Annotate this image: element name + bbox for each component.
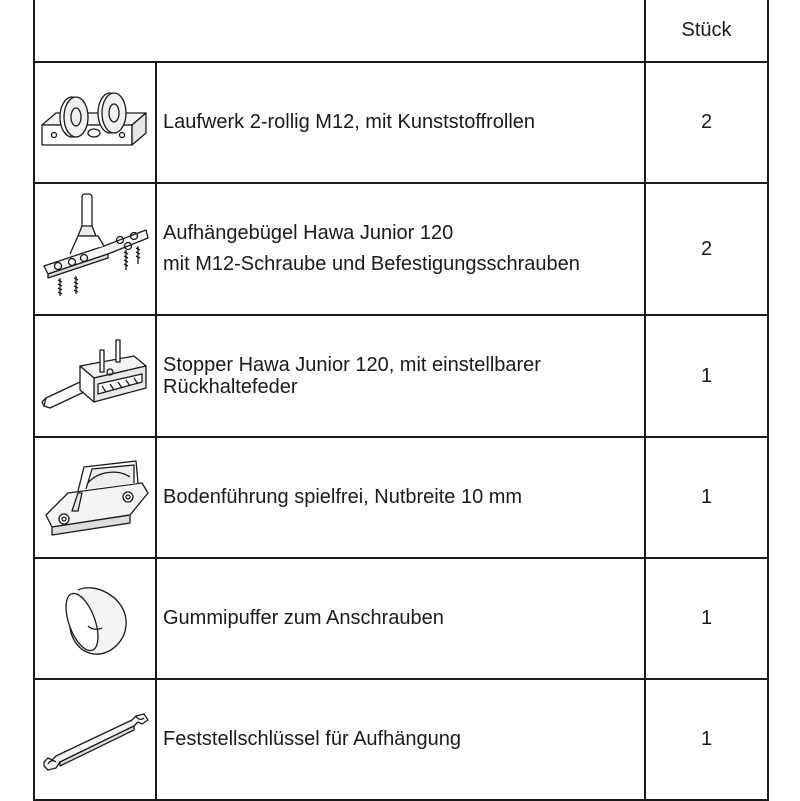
- qty-cell: 2: [645, 183, 768, 315]
- image-cell: [34, 62, 156, 183]
- qty-header: Stück: [645, 0, 768, 62]
- image-cell: [34, 679, 156, 800]
- qty-cell: 1: [645, 558, 768, 679]
- qty-cell: 1: [645, 437, 768, 558]
- table-row: [34, 558, 768, 679]
- rubber-buffer-icon: [38, 574, 152, 664]
- qty-cell: 1: [645, 315, 768, 437]
- table-row: [34, 62, 768, 183]
- description-line: Stopper Hawa Junior 120, mit einstellbarer: [163, 354, 541, 376]
- description-cell: [156, 679, 645, 800]
- suspension-bracket-icon: [38, 190, 152, 308]
- image-cell: [34, 315, 156, 437]
- header-row: [34, 0, 768, 62]
- description-line: Feststellschlüssel für Aufhängung: [163, 728, 461, 750]
- description-line: Rückhaltefeder: [163, 376, 298, 398]
- description-cell: [156, 315, 645, 437]
- image-cell: [34, 558, 156, 679]
- table-row: [34, 315, 768, 437]
- table-row: [34, 679, 768, 800]
- qty-cell: 2: [645, 62, 768, 183]
- description-line: Laufwerk 2-rollig M12, mit Kunststoffrollen: [163, 111, 536, 133]
- table-row: [34, 437, 768, 558]
- image-cell: [34, 183, 156, 315]
- description-line: Bodenführung spielfrei, Nutbreite 10 mm: [163, 486, 523, 508]
- roller-carriage-icon: [38, 83, 152, 163]
- floor-guide-icon: [38, 453, 152, 543]
- qty-cell: 1: [645, 679, 768, 800]
- description-cell: [156, 558, 645, 679]
- description-cell: [156, 437, 645, 558]
- stopper-icon: [38, 336, 152, 416]
- description-cell: [156, 183, 645, 315]
- header-blank-cell: [34, 0, 645, 62]
- description-cell: [156, 62, 645, 183]
- description-line: Gummipuffer zum Anschrauben: [163, 607, 444, 629]
- wrench-icon: [38, 700, 152, 780]
- image-cell: [34, 437, 156, 558]
- description-line: mit M12-Schraube und Befestigungsschrauben: [163, 253, 580, 275]
- description-line: Aufhängebügel Hawa Junior 120: [163, 222, 454, 244]
- parts-list-table: [33, 0, 769, 801]
- table-row: [34, 183, 768, 315]
